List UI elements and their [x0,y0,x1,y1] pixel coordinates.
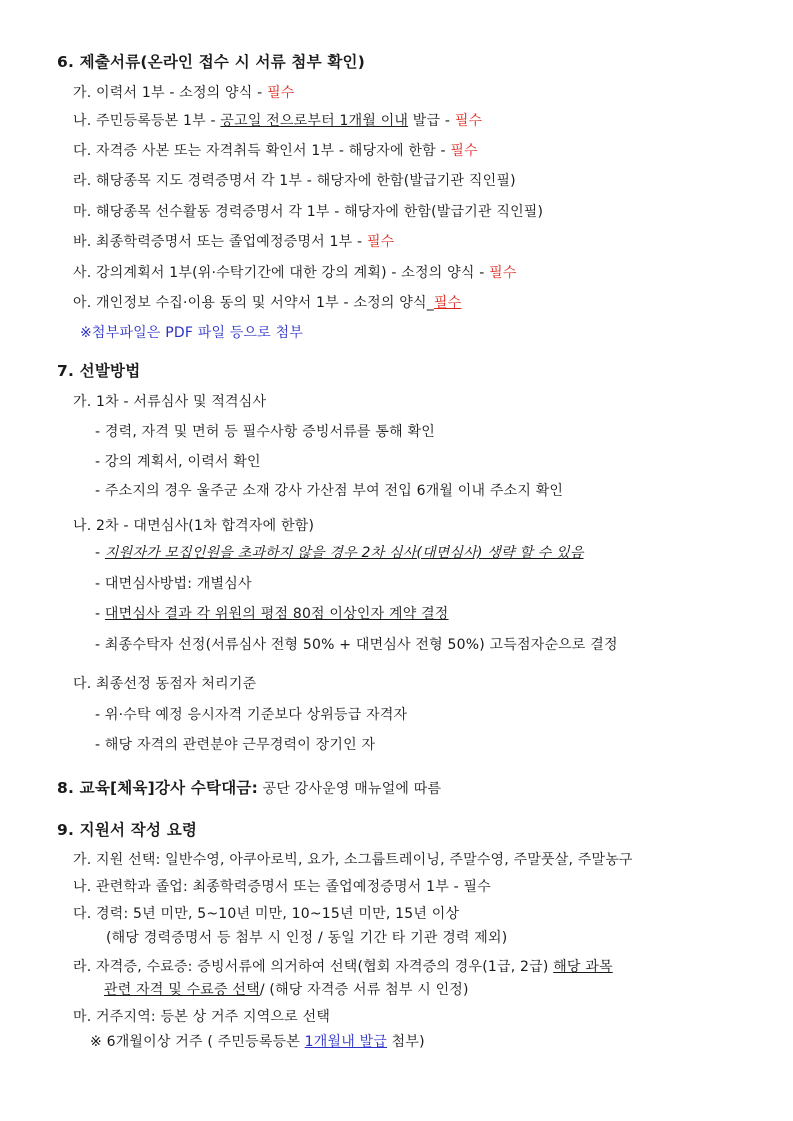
s9-item-e-note-link: 1개월내 발급 [304,1034,388,1050]
section-9-heading: 9. 지원서 작성 요령 [57,821,198,839]
s7-b-item-note: 지원자가 모집인원을 초과하지 않을 경우 2차 심사(대면심사) 생략 할 수 있음 [104,545,584,561]
s6-item-b-underlined: 공고일 전으로부터 1개월 이내 [220,113,409,129]
s6-item-h-text: 아. 개인정보 수집·이용 동의 및 서약서 1부 - 소정의 양식_ [73,295,434,311]
s7-b-item: - 대면심사방법: 개별심사 [95,576,252,592]
s7-a-item: - 경력, 자격 및 면허 등 필수사항 증빙서류를 통해 확인 [95,424,435,440]
s6-item-a-text: 가. 이력서 1부 - 소정의 양식 - [73,85,268,101]
section-7-heading: 7. 선발방법 [57,362,141,380]
s9-item-e-note [90,1033,425,1051]
s9-item-a: 가. 지원 선택: 일반수영, 아쿠아로빅, 요가, 소그룹트레이닝, 주말수영, 주말풋살, 주말농구 [73,852,633,868]
s9-item-d [73,958,613,976]
s9-item-d-underlined: 해당 과목 [553,959,613,975]
s6-item-a [73,84,295,102]
s6-item-e: 마. 해당종목 선수활동 경력증명서 각 1부 - 해당자에 한함(발급기관 직인필) [73,204,544,220]
s9-item-d-text: 라. 자격증, 수료증: 증빙서류에 의거하여 선택(협회 자격증의 경우(1급, 2급) [73,959,554,975]
s7-b-item-underlined: 대면심사 결과 각 위원의 평점 80점 이상인자 계약 결정 [104,606,449,622]
s7-b-item [95,544,584,562]
s9-item-e-note-text2: 첨부) [387,1034,425,1050]
s9-item-e: 마. 거주지역: 등본 상 거주 지역으로 선택 [73,1009,331,1025]
s7-b-item: - 최종수탁자 선정(서류심사 전형 50% + 대면심사 전형 50%) 고득점자순으로 결정 [95,637,618,653]
s7-c-title: 다. 최종선정 동점자 처리기준 [73,676,257,692]
s7-c-item: - 위·수탁 예정 응시자격 기준보다 상위등급 자격자 [95,707,408,723]
s7-b-title: 나. 2차 - 대면심사(1차 합격자에 한함) [73,518,315,534]
s6-item-c [73,142,478,160]
section-8-text: 공단 강사운영 매뉴얼에 따름 [257,781,442,797]
s7-a-item: - 강의 계획서, 이력서 확인 [95,454,261,470]
dash: - [95,606,105,622]
s6-item-d: 라. 해당종목 지도 경력증명서 각 1부 - 해당자에 한함(발급기관 직인필) [73,173,516,189]
s7-b-item [95,605,449,623]
required-mark: 필수 [450,143,478,159]
required-mark: 필수 [489,265,517,281]
s6-item-f-text: 바. 최종학력증명서 또는 졸업예정증명서 1부 - [73,234,367,250]
s9-item-c: 다. 경력: 5년 미만, 5~10년 미만, 10~15년 미만, 15년 이상 [73,906,460,922]
s9-item-d-text2: / (해당 자격증 서류 첨부 시 인정) [259,982,469,998]
required-mark: 필수 [433,295,462,311]
s6-item-c-text: 다. 자격증 사본 또는 자격취득 확인서 1부 - 해당자에 한함 - [73,143,451,159]
s6-item-h [73,294,461,312]
s9-item-d-underlined2: 관련 자격 및 수료증 선택 [104,982,260,998]
required-mark: 필수 [454,113,483,129]
required-mark: 필수 [267,85,295,101]
s9-item-c-note: (해당 경력증명서 등 첨부 시 인정 / 동일 기간 타 기관 경력 제외) [106,930,508,946]
s7-a-title: 가. 1차 - 서류심사 및 적격심사 [73,394,267,410]
s9-item-b: 나. 관련학과 졸업: 최종학력증명서 또는 졸업예정증명서 1부 - 필수 [73,879,491,895]
s6-item-b-text2: 발급 - [408,113,455,129]
s6-item-f [73,233,394,251]
s7-a-item: - 주소지의 경우 울주군 소재 강사 가산점 부여 전입 6개월 이내 주소지 확인 [95,483,564,499]
section-8-heading: 8. 교육[체육]강사 수탁대금: [57,779,258,797]
s7-c-item: - 해당 자격의 관련분야 근무경력이 장기인 자 [95,737,376,753]
s6-item-b [73,112,482,130]
s6-item-g-text: 사. 강의계획서 1부(위·수탁기간에 대한 강의 계획) - 소정의 양식 - [73,265,490,281]
section-6-heading: 6. 제출서류(온라인 접수 시 서류 첨부 확인) [57,53,365,71]
dash: - [95,545,105,561]
s9-item-e-note-text: ※ 6개월이상 거주 ( 주민등록등본 [90,1034,305,1050]
required-mark: 필수 [366,234,395,250]
s9-item-d-cont [104,981,469,999]
s6-item-b-text: 나. 주민등록등본 1부 - [73,113,221,129]
s6-item-g [73,264,517,282]
s6-attachment-note: ※첨부파일은 PDF 파일 등으로 첨부 [80,325,304,341]
section-8 [57,779,441,798]
